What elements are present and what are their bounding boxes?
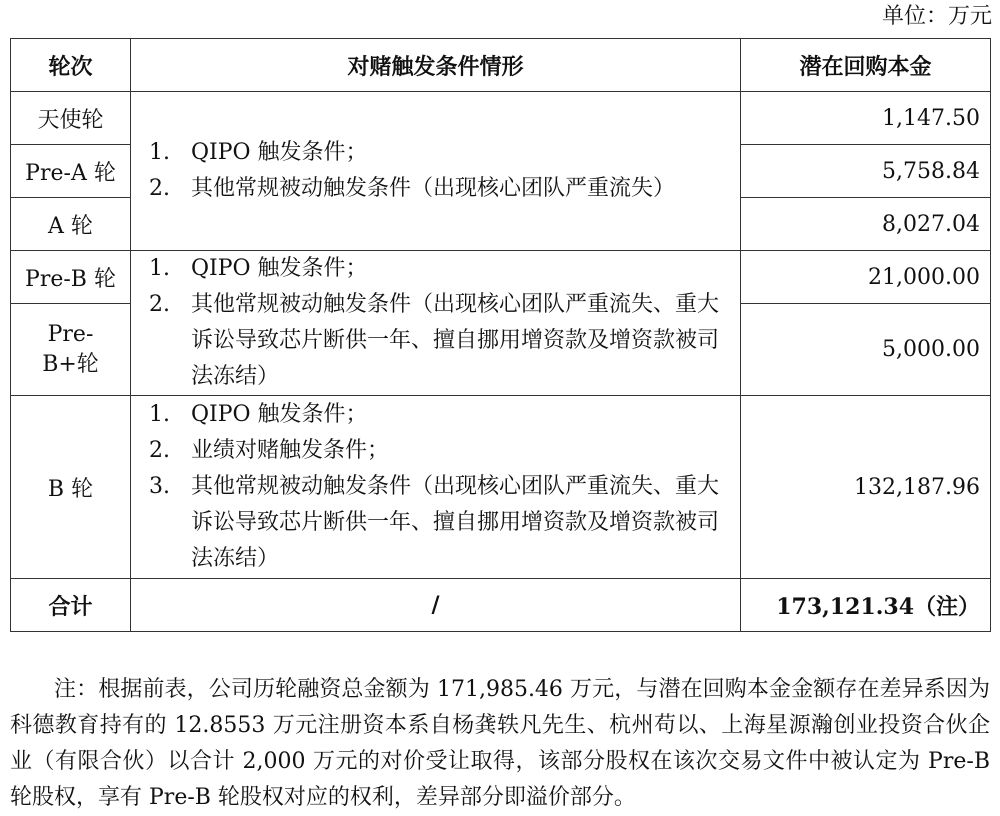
- round-cell: Pre-B 轮: [11, 251, 131, 304]
- condition-number: 2.: [149, 292, 170, 317]
- condition-text: 其他常规被动触发条件（出现核心团队严重流失、重大诉讼导致芯片断供一年、擅自挪用增资款及增资款被司法冻结）: [191, 292, 720, 389]
- condition-number: 2.: [149, 176, 170, 201]
- condition-cell-group2: [131, 251, 741, 396]
- condition-list: [141, 135, 730, 207]
- condition-item: [141, 397, 730, 433]
- amount-cell: 5,000.00: [741, 304, 991, 396]
- condition-number: 1.: [149, 140, 170, 165]
- amount-cell: 5,758.84: [741, 145, 991, 198]
- condition-list: [141, 397, 730, 577]
- header-condition: 对赌触发条件情形: [131, 39, 741, 92]
- amount-cell: 21,000.00: [741, 251, 991, 304]
- table-row: [11, 92, 991, 145]
- round-cell: 天使轮: [11, 92, 131, 145]
- total-row: [11, 579, 991, 632]
- amount-cell: 132,187.96: [741, 396, 991, 579]
- round-cell: A 轮: [11, 198, 131, 251]
- header-amount: 潜在回购本金: [741, 39, 991, 92]
- condition-number: 3.: [149, 474, 170, 499]
- amount-cell: 1,147.50: [741, 92, 991, 145]
- repurchase-table: [10, 38, 991, 632]
- header-round: 轮次: [11, 39, 131, 92]
- table-row: [11, 396, 991, 579]
- condition-item: [141, 171, 730, 207]
- total-condition: /: [131, 579, 741, 632]
- condition-item: [141, 469, 730, 577]
- condition-item: [141, 433, 730, 469]
- condition-item: [141, 251, 730, 287]
- condition-number: 2.: [149, 438, 170, 463]
- amount-cell: 8,027.04: [741, 198, 991, 251]
- round-cell: Pre-A 轮: [11, 145, 131, 198]
- condition-item: [141, 135, 730, 171]
- condition-text: 其他常规被动触发条件（出现核心团队严重流失）: [191, 176, 676, 201]
- total-amount: 173,121.34（注）: [741, 579, 991, 632]
- round-cell: Pre-B+轮: [11, 304, 131, 396]
- condition-list: [141, 251, 730, 395]
- condition-number: 1.: [149, 256, 170, 281]
- condition-item: [141, 287, 730, 395]
- condition-number: 1.: [149, 402, 170, 427]
- condition-text: 其他常规被动触发条件（出现核心团队严重流失、重大诉讼导致芯片断供一年、擅自挪用增资款及增资款被司法冻结）: [191, 474, 720, 571]
- total-label: 合计: [11, 579, 131, 632]
- condition-cell-group3: [131, 396, 741, 579]
- unit-label: 单位：万元: [881, 4, 992, 29]
- round-cell: B 轮: [11, 396, 131, 579]
- condition-text: 业绩对赌触发条件；: [191, 438, 390, 463]
- condition-cell-group1: [131, 92, 741, 251]
- condition-text: QIPO 触发条件；: [191, 140, 368, 165]
- table-row: [11, 251, 991, 304]
- table-header-row: [11, 39, 991, 92]
- condition-text: QIPO 触发条件；: [191, 256, 368, 281]
- condition-text: QIPO 触发条件；: [191, 402, 368, 427]
- footnote: 注：根据前表，公司历轮融资总金额为 171,985.46 万元，与潜在回购本金金额存在差异系因为科德教育持有的 12.8553 万元注册资本系自杨龚轶凡先生、杭州苟以、上海星源瀚创业投资合伙企业（有限合伙）以合计 2,000 万元的对价受让取得，该部分股权在该次交易文件中被认定为 Pre-B 轮股权，享有 Pre-B 轮股权对应的权利，差异部分即溢价部分。: [10, 677, 990, 810]
